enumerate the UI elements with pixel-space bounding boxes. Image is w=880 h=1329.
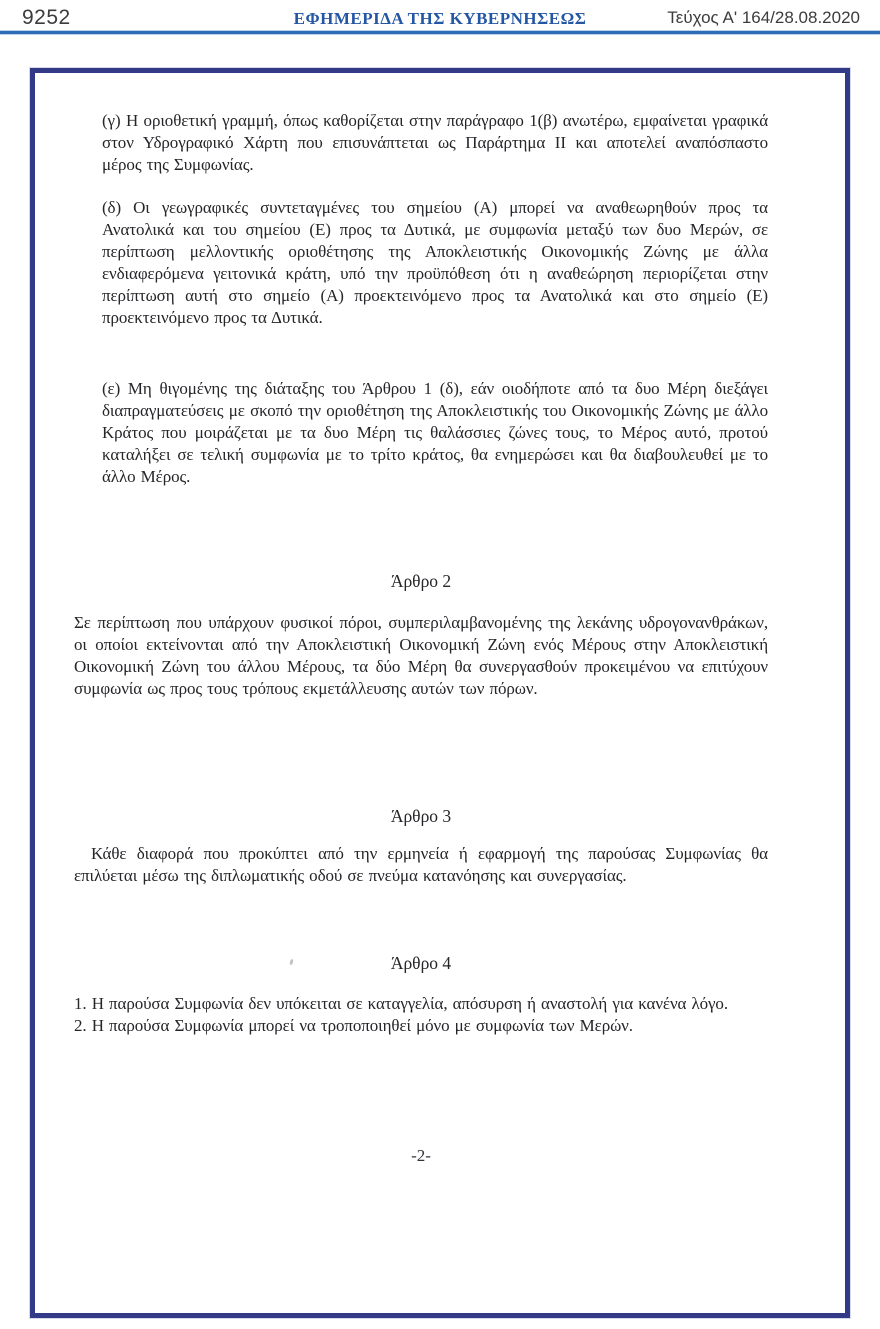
article-3-body: Κάθε διαφορά που προκύπτει από την ερμηνεία ή εφαρμογή της παρούσας Συμφωνίας θα επιλύεται μέσω της διπλωματικής οδού σε πνεύμα κατανόησης και συνεργασίας. bbox=[74, 844, 768, 885]
document-box bbox=[30, 68, 850, 1318]
header-page-number: 9252 bbox=[22, 6, 71, 29]
article-4-heading: Άρθρο 4 bbox=[390, 953, 452, 973]
paragraph-delta: (δ) Οι γεωγραφικές συντεταγμένες του σημείου (Α) μπορεί να αναθεωρηθούν προς τα Ανατολικά και του σημείου (Ε) προς τα Δυτικά, με συμφωνία μεταξύ των δυο Μερών, σε περίπτωση μελλοντικής οριοθέτησης της Αποκλειστικής Οικονομικής Ζώνης με άλλα ενδιαφερόμενα γειτονικά κράτη, υπό την προϋπόθεση ότι η αναθεώρηση περιορίζεται στην περίπτωση αυτή στο σημείο (Α) προεκτεινόμενο προς τα Ανατολικά και στο σημείο (Ε) προεκτεινόμενο προς τα Δυτικά. bbox=[102, 198, 768, 327]
article-4-body bbox=[74, 993, 768, 1037]
page-number-footer: -2- bbox=[411, 1146, 431, 1165]
paragraph-epsilon: (ε) Μη θιγομένης της διάταξης του Άρθρου 1 (δ), εάν οιοδήποτε από τα δυο Μέρη διεξάγει διαπραγματεύσεις με σκοπό την οριοθέτηση της Αποκλειστικής του Οικονομικής Ζώνης με άλλο Κράτος που μοιράζεται με τα δυο Μέρη τις θαλάσσιες ζώνες τους, το Μέρος αυτό, προτού καταλήξει σε τελική συμφωνία με το τρίτο κράτος, θα ενημερώσει και θα διαβουλευθεί με το άλλο Μέρος. bbox=[102, 379, 768, 486]
header-rule-divider bbox=[0, 31, 880, 34]
article-4-item-1: 1. Η παρούσα Συμφωνία δεν υπόκειται σε καταγγελία, απόσυρση ή αναστολή για κανένα λόγο. bbox=[74, 994, 728, 1013]
issue-label: Τεύχος Α' 164/28.08.2020 bbox=[667, 8, 860, 27]
article-3-heading: Άρθρο 3 bbox=[390, 806, 452, 826]
article-4-item-2: 2. Η παρούσα Συμφωνία μπορεί να τροποποιηθεί μόνο με συμφωνία των Μερών. bbox=[74, 1016, 633, 1035]
article-2-body: Σε περίπτωση που υπάρχουν φυσικοί πόροι, συμπεριλαμβανομένης της λεκάνης υδρογονανθράκων, οι οποίοι εκτείνονται από την Αποκλειστική Οικονομική Ζώνη ενός Μέρους στην Αποκλειστική Οικονομική Ζώνη του άλλου Μέρους, τα δύο Μέρη θα συνεργασθούν προκειμένου να επιτύχουν συμφωνία ως προς τους τρόπους εκμετάλλευσης αυτών των πόρων. bbox=[74, 613, 768, 698]
gazette-header bbox=[0, 0, 880, 31]
article-2-heading: Άρθρο 2 bbox=[390, 571, 452, 591]
paragraph-gamma: (γ) Η οριοθετική γραμμή, όπως καθορίζεται στην παράγραφο 1(β) ανωτέρω, εμφαίνεται γραφικά στον Υδρογραφικό Χάρτη που επισυνάπτεται ως Παράρτημα ΙΙ και αποτελεί αναπόσπαστο μέρος της Συμφωνίας. bbox=[102, 111, 768, 174]
gazette-title: ΕΦΗΜΕΡΙΔΑ ΤΗΣ ΚΥΒΕΡΝΗΣΕΩΣ bbox=[293, 9, 587, 28]
